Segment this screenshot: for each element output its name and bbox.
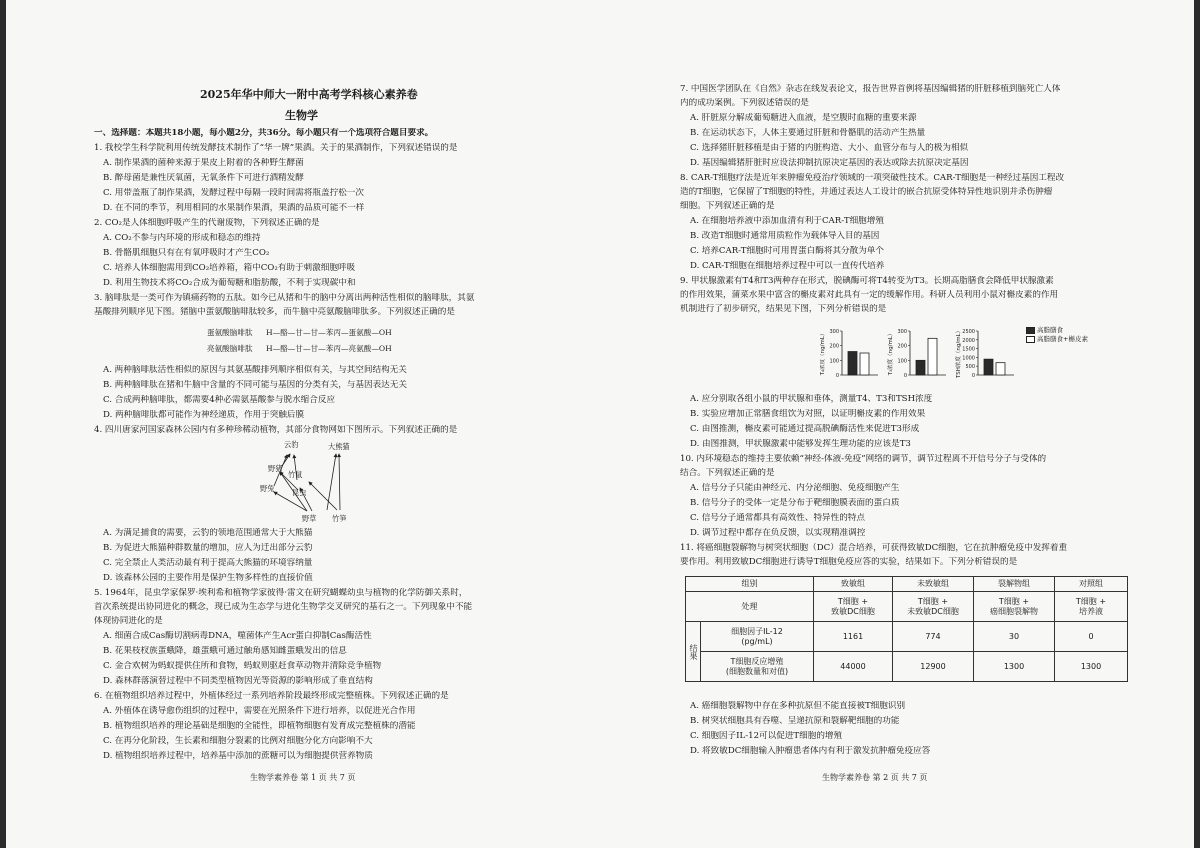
option-9b: B. 实验应增加正常膳食组饮为对照，以证明槲皮素的作用效果 [690, 409, 926, 419]
option-2a: A. CO₂不参与内环境的形成和稳态的维持 [103, 233, 261, 243]
option-10d: D. 调节过程中都存在负反馈，以实现精准调控 [690, 528, 866, 538]
peptide-sequence: H—酪—甘—甘—苯丙—蛋氨酸—OH [266, 328, 392, 337]
option-4c: C. 完全禁止人类活动最有利于提高大熊猫的环境容纳量 [103, 558, 313, 568]
page-footer: 生物学素养卷 第 2 页 共 7 页 [822, 773, 928, 782]
y-tick-label: 500 [965, 364, 975, 371]
option-3d: D. 两种脑啡肽都可能作为神经递质，作用于突触后膜 [103, 410, 305, 420]
y-tick-label: 300 [897, 329, 907, 335]
option-8d: D. CAR-T细胞在细胞培养过程中可以一直传代培养 [690, 261, 885, 271]
question-8-cont: 造的T细胞，它保留了T细胞的特性，并通过表达人工设计的嵌合抗原受体特异性地识别并杀伤肿瘤 [680, 187, 1053, 197]
option-8a: A. 在细胞培养液中添加血清有利于CAR-T细胞增殖 [690, 216, 884, 226]
legend-label: 高脂膳食+槲皮素 [1037, 335, 1088, 343]
y-axis-label: TSH浓度（ng/mL） [956, 327, 962, 379]
node-boar: 野猪 [268, 464, 283, 473]
table-header: 致敏组 [814, 577, 893, 592]
option-4a: A. 为满足捕食的需要，云豹的领地范围通常大于大熊猫 [103, 528, 313, 538]
question-9: 9. 甲状腺激素有T4和T3两种存在形式，脱碘酶可将T4转变为T3。长期高脂膳食会降低甲状腺激素 [680, 276, 1054, 286]
node-grass: 野草 [302, 514, 317, 523]
table-header: 裂解物组 [974, 577, 1055, 592]
bar [860, 353, 869, 375]
node-panda: 大熊猫 [328, 442, 350, 451]
table-cell: 1161 [814, 622, 893, 652]
legend-swatch [1026, 336, 1035, 343]
option-2d: D. 利用生物技术将CO₂合成为葡萄糖和脂肪酸，不利于实现碳中和 [103, 278, 356, 288]
peptide-name: 蛋氨酸脑啡肽 [207, 328, 253, 337]
option-10c: C. 信号分子通常都具有高效性、特异性的特点 [690, 513, 866, 523]
legend-item [1026, 325, 1063, 334]
y-tick-label: 0 [903, 373, 907, 379]
peptide-name: 亮氨酸脑啡肽 [207, 344, 253, 353]
y-tick-label: 1000 [962, 355, 975, 362]
table-header: 对照组 [1055, 577, 1128, 592]
table-cell: T细胞反应增殖 (细胞数量和对值) [701, 652, 814, 682]
question-7: 7. 中国医学团队在《自然》杂志在线发表论文，报告世界首例将基因编辑猪的肝脏移植到脑死亡人体 [680, 84, 1061, 94]
peptide-sequence: H—酪—甘—甘—苯丙—亮氨酸—OH [266, 344, 392, 353]
option-4d: D. 该森林公园的主要作用是保护生物多样性的直接价值 [103, 573, 313, 583]
option-3b: B. 两种脑啡肽在猪和牛脑中含量的不同可能与基因的分类有关，与基因表达无关 [103, 380, 407, 390]
option-5d: D. 森林群落演替过程中不同类型植物因光等资源的影响形成了垂直结构 [103, 676, 373, 686]
legend-item [1026, 334, 1088, 343]
question-3: 3. 脑啡肽是一类可作为镇痛药物的五肽。如今已从猪和牛的脑中分离出两种活性相似的脑啡肽，其氨 [94, 293, 475, 303]
option-2c: C. 培养人体细胞需用到CO₂培养箱，箱中CO₂有助于刺激细胞呼吸 [103, 263, 356, 273]
question-9-cont: 机制进行了初步研究，结果见下图，下列分析错误的是 [680, 304, 887, 314]
option-6b: B. 植物组织培养的理论基础是细胞的全能性，即植物细胞有发育成完整植株的潜能 [103, 721, 416, 731]
option-3a: A. 两种脑啡肽活性相似的原因与其氨基酸排列顺序相似有关，与其空间结构无关 [103, 365, 407, 375]
option-6d: D. 植物组织培养过程中，培养基中添加的蔗糖可以为细胞提供营养物质 [103, 751, 373, 761]
y-tick-label: 100 [829, 358, 839, 365]
option-3c: C. 合成两种脑啡肽，都需要4种必需氨基酸参与脱水缩合反应 [103, 395, 336, 405]
option-10a: A. 信号分子只能由神经元、内分泌细胞、免疫细胞产生 [690, 483, 900, 493]
table-cell: 结果 [686, 622, 701, 682]
option-7c: C. 选择猪肝脏移植是由于猪的内脏构造、大小、血管分布与人的极为相似 [690, 143, 969, 153]
y-axis-label: T₄浓度（ng/mL） [820, 330, 826, 376]
table-header: 未致敏组 [893, 577, 974, 592]
subject-title: 生物学 [285, 109, 318, 122]
table-cell: 处理 [686, 592, 814, 622]
node-bamboo-rat: 竹鼠 [288, 470, 303, 479]
bar-chart [820, 323, 1100, 389]
option-9a: A. 应分别取各组小鼠的甲状腺和垂体，测量T4、T3和TSH浓度 [690, 394, 933, 404]
food-web-diagram [252, 440, 382, 524]
node-leopard: 云豹 [284, 440, 299, 449]
question-8-cont: 细胞。下列叙述正确的是 [680, 201, 775, 211]
bar [848, 352, 857, 375]
exam-title: 2025年华中师大一附中高考学科核心素养卷 [200, 88, 418, 101]
question-4: 4. 四川唐家河国家森林公园内有多种珍稀动植物，其部分食物网如下图所示。下列叙述正确的是 [94, 425, 458, 435]
table-cell: T细胞 + 培养液 [1055, 592, 1128, 622]
option-1c: C. 用带盖瓶了制作果酒，发酵过程中每隔一段时间需将瓶盖拧松一次 [103, 188, 364, 198]
table-cell: 44000 [814, 652, 893, 682]
table-cell: 774 [893, 622, 974, 652]
table-cell: 细胞因子IL-12 (pg/mL) [701, 622, 814, 652]
bar [996, 363, 1005, 375]
table-cell: 0 [1055, 622, 1128, 652]
table-row [686, 622, 1128, 652]
y-tick-label: 0 [971, 373, 975, 379]
y-tick-label: 200 [829, 343, 839, 350]
option-11a: A. 癌细胞裂解物中存在多种抗原但不能直接被T细胞识别 [690, 701, 906, 711]
y-tick-label: 200 [897, 343, 907, 350]
option-7b: B. 在运动状态下，人体主要通过肝脏和骨骼肌的活动产生热量 [690, 128, 926, 138]
question-11-cont: 要作用。利用致敏DC细胞进行诱导T细胞免疫应答的实验，结果如下。下列分析错误的是 [680, 557, 1018, 567]
food-web-arrows [252, 440, 382, 524]
option-7d: D. 基因编辑猪肝脏时应设法抑制抗原决定基因的表达或除去抗原决定基因 [690, 158, 969, 168]
option-7a: A. 肝脏原分解成葡萄糖进入血液，是空腹时血糖的重要来源 [690, 113, 917, 123]
scan-edge [1194, 0, 1200, 848]
option-5b: B. 花果枝杈族蛋蛾降，雄蛋蛾可通过触角感知雌蛋蛾发出的信息 [103, 646, 347, 656]
bar [984, 359, 993, 375]
y-tick-label: 2000 [962, 337, 975, 344]
option-2b: B. 骨骼肌细胞只有在有氧呼吸时才产生CO₂ [103, 248, 270, 258]
option-5c: C. 金合欢树为蚂蚁提供住所和食物，蚂蚁则驱赶食草动物并清除竞争植物 [103, 661, 382, 671]
question-9-cont: 的作用效果，蒲菜水果中富含的槲皮素对此具有一定的缓解作用。科研人员利用小鼠对槲皮素的作用 [680, 290, 1059, 300]
legend-swatch [1026, 327, 1035, 334]
option-9d: D. 由图推测，甲状腺激素中能够发挥生理功能的应该是T3 [690, 439, 911, 449]
page-footer: 生物学素养卷 第 1 页 共 7 页 [250, 773, 356, 782]
question-6: 6. 在植物组织培养过程中，外植体经过一系列培养阶段最终形成完整植株。下列叙述正确的是 [94, 691, 449, 701]
table-row [686, 652, 1128, 682]
table-cell: 30 [974, 622, 1055, 652]
option-5a: A. 细菌合成Cas酶切割病毒DNA，噬菌体产生Acr蛋白抑制Cas酶活性 [103, 631, 372, 641]
option-1d: D. 在不同的季节，利用相同的水果制作果酒，果酒的品质可能不一样 [103, 203, 365, 213]
table-row [686, 577, 1128, 592]
question-7-cont: 内的成功案例。下列叙述错误的是 [680, 98, 809, 108]
question-5-cont: 体现协同进化的是 [94, 616, 163, 626]
section-header: 一、选择题：本题共18小题，每小题2分，共36分。每小题只有一个选项符合题目要求。 [94, 128, 434, 138]
bar [928, 338, 937, 375]
option-1a: A. 制作果酒的菌种来源于果皮上附着的各种野生酵菌 [103, 158, 304, 168]
legend-label: 高脂膳食 [1037, 326, 1063, 334]
y-tick-label: 100 [897, 358, 907, 365]
option-8c: C. 培养CAR-T细胞时可用胃蛋白酶将其分散为单个 [690, 246, 885, 256]
results-table [685, 576, 1128, 682]
option-4b: B. 为促进大熊猫种群数量的增加，应人为迁出部分云豹 [103, 543, 313, 553]
option-10b: B. 信号分子的受体一定是分布于靶细胞膜表面的蛋白质 [690, 498, 900, 508]
option-8b: B. 改造T细胞时通常用质粒作为载体导入目的基因 [690, 231, 880, 241]
option-6a: A. 外植体在诱导愈伤组织的过程中，需要在光照条件下进行培养，以促进光合作用 [103, 706, 416, 716]
y-tick-label: 300 [829, 329, 839, 335]
question-11: 11. 将癌细胞裂解物与树突状细胞（DC）混合培养，可获得致敏DC细胞，它在抗肿瘤免疫中发挥着重 [680, 543, 1068, 553]
table-cell: T细胞 + 未致敏DC细胞 [893, 592, 974, 622]
y-tick-label: 0 [835, 373, 839, 379]
option-11b: B. 树突状细胞具有吞噬、呈递抗原和裂解靶细胞的功能 [690, 716, 900, 726]
table-cell: T细胞 + 癌细胞裂解物 [974, 592, 1055, 622]
y-axis-label: T₃浓度（ng/mL） [888, 330, 894, 376]
option-11d: D. 将致敏DC细胞输入肿瘤患者体内有利于激发抗肿瘤免疫应答 [690, 746, 931, 756]
question-2: 2. CO₂是人体细胞呼吸产生的代谢废物，下列叙述正确的是 [94, 218, 320, 228]
question-1: 1. 我校学生科学院利用传统发酵技术制作了“华一牌”果酒。关于的果酒制作，下列叙述错误的是 [94, 143, 458, 153]
option-1b: B. 醉母菌是兼性厌氧菌，无氧条件下可进行酒精发酵 [103, 173, 304, 183]
y-tick-label: 1500 [962, 346, 975, 353]
option-6c: C. 在再分化阶段，生长素和细胞分裂素的比例对细胞分化方向影响不大 [103, 736, 373, 746]
table-row [686, 592, 1128, 622]
question-8: 8. CAR-T细胞疗法是近年来肿瘤免疫治疗领域的一项突破性技术。CAR-T细胞是一种经过基因工程改 [680, 173, 1065, 183]
table-cell: 12900 [893, 652, 974, 682]
question-5: 5. 1964年，昆虫学家保罗·埃利希和植物学家彼得·雷文在研究蝴蝶幼虫与植物的化学防御关系时， [94, 588, 468, 598]
question-3-cont: 基酸排列顺序见下图。猪脑中蛋氨酸脑啡肽较多，而牛脑中亮氨酸脑啡肽多。下列叙述正确的是 [94, 307, 455, 317]
scan-edge [0, 0, 6, 848]
table-cell: T细胞 + 致敏DC细胞 [814, 592, 893, 622]
table-cell: 1300 [974, 652, 1055, 682]
question-10: 10. 内环境稳态的维持主要依赖“神经-体液-免疫”网络的调节，调节过程离不开信号分子与受体的 [680, 454, 1047, 464]
page-right [600, 0, 1200, 848]
table-cell: 1300 [1055, 652, 1128, 682]
bar [916, 360, 925, 375]
question-10-cont: 结合。下列叙述正确的是 [680, 468, 775, 478]
node-hare: 野兔 [260, 484, 275, 493]
option-9c: C. 由图推测，槲皮素可能通过提高脱碘酶活性来促进T3形成 [690, 424, 920, 434]
question-5-cont: 首次系统提出协同进化的概念，现已成为生态学与进化生物学交叉研究的基石之一。下列现象中不能 [94, 602, 473, 612]
node-insect: 昆虫 [292, 488, 307, 497]
node-bamboo-shoot: 竹笋 [332, 514, 347, 523]
table-header: 组别 [686, 577, 814, 592]
option-11c: C. 细胞因子IL-12可以促进T细胞的增殖 [690, 731, 843, 741]
y-tick-label: 2500 [962, 329, 975, 335]
